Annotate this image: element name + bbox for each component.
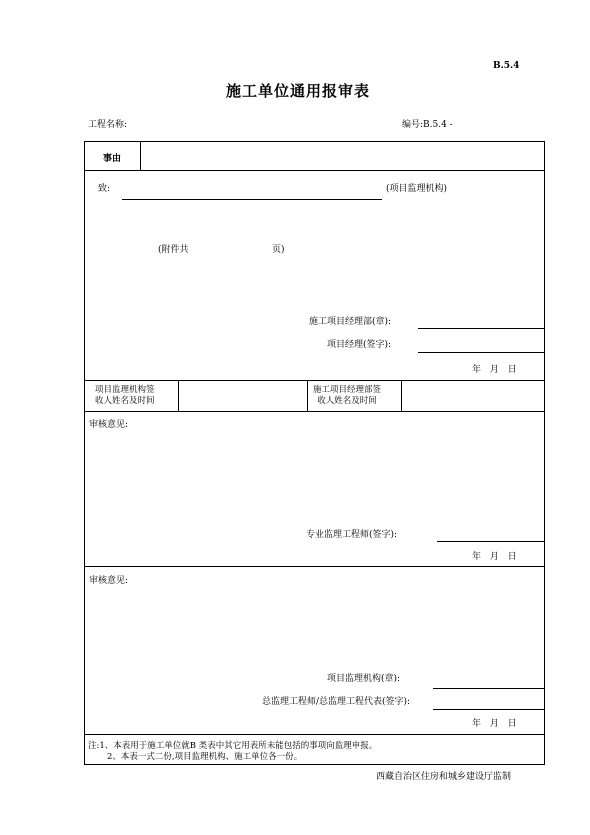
signature-line: [433, 688, 545, 689]
signature-line: [418, 352, 545, 353]
review-1-label: 审核意见:: [89, 420, 129, 430]
receiver-supervision-label: 项目监理机构签 收人姓名及时间: [95, 385, 155, 406]
project-manager-label: 项目经理(签字):: [327, 340, 392, 350]
signature-line: [437, 541, 545, 542]
signature-line: [433, 709, 545, 710]
supervision-org-seal-label: 项目监理机构(章):: [327, 674, 401, 684]
row-divider: [84, 170, 545, 171]
cell-divider: [178, 380, 179, 412]
review-2-field[interactable]: [89, 588, 541, 668]
row-divider: [84, 566, 545, 567]
receiver-contractor-label: 施工项目经理部签 收人姓名及时间: [313, 385, 382, 406]
subject-field[interactable]: [144, 145, 542, 167]
attachment-suffix: 页): [272, 245, 285, 255]
row-divider: [84, 734, 545, 735]
note-line-1: 注:1、本表用于施工单位就B 类表中其它用表所未能包括的事项向监理申报。: [88, 741, 378, 751]
date-1: 年 月 日: [472, 365, 517, 375]
row-divider: [84, 380, 545, 381]
date-3: 年 月 日: [472, 719, 517, 729]
contractor-dept-label: 施工项目经理部(章):: [309, 317, 392, 327]
chief-engineer-label: 总监理工程师/总监理工程代表(签字):: [262, 697, 411, 707]
cell-divider: [401, 380, 402, 412]
supervision-org-label: (项目监理机构): [386, 184, 448, 194]
form-number-label: 编号:B.5.4 -: [402, 120, 453, 130]
subject-label: 事由: [103, 154, 122, 164]
receiver-supervision-field[interactable]: [182, 384, 304, 409]
review-1-field[interactable]: [89, 432, 541, 522]
receiver-contractor-field[interactable]: [405, 384, 542, 409]
cell-divider: [140, 141, 141, 171]
row-divider: [84, 411, 545, 412]
footer-issuer: 西藏自治区住房和城乡建设厅监制: [376, 772, 512, 782]
page-title: 施工单位通用报审表: [226, 82, 371, 100]
attachment-prefix: (附件共: [158, 245, 189, 255]
note-line-2: 2、本表一式二份,项目监理机构、施工单位各一份。: [107, 752, 303, 762]
to-field[interactable]: [122, 184, 382, 199]
signature-line: [418, 328, 545, 329]
review-2-label: 审核意见:: [89, 576, 129, 586]
form-code: B.5.4: [493, 61, 520, 71]
project-name-label: 工程名称:: [88, 120, 128, 130]
specialist-engineer-label: 专业监理工程师(签字):: [306, 530, 398, 540]
to-label: 致:: [98, 184, 111, 194]
date-2: 年 月 日: [472, 552, 517, 562]
cell-divider: [307, 380, 308, 412]
to-underline: [122, 199, 382, 200]
